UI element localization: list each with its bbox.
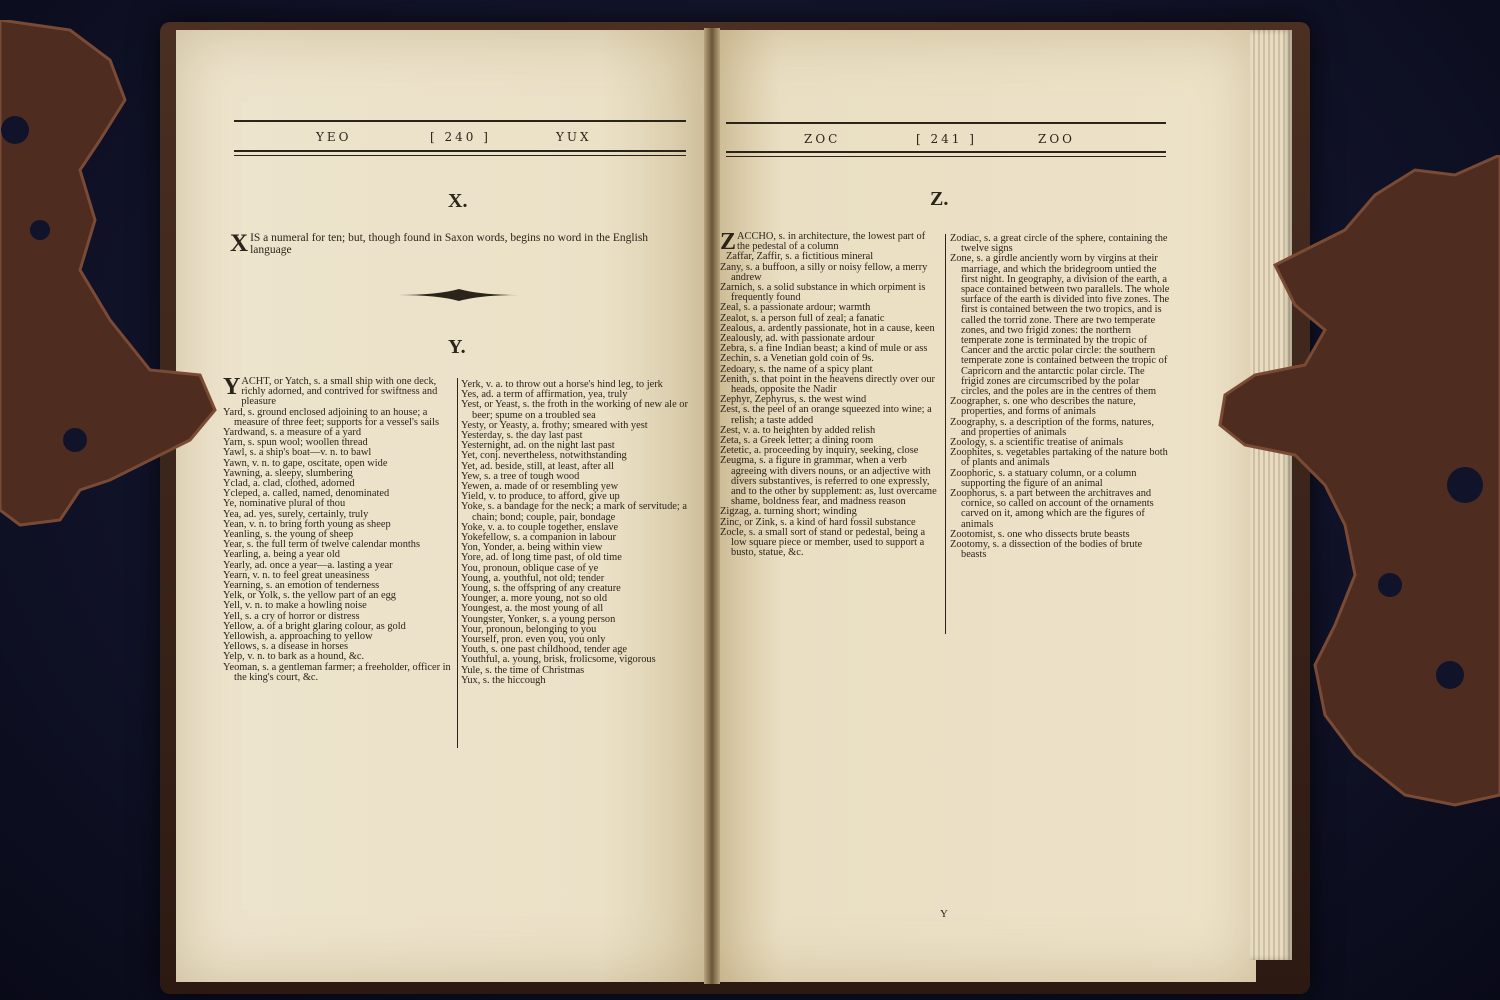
list-item: Yelk, or Yolk, s. the yellow part of an egg: [223, 590, 396, 602]
list-item: Youngster, Yonker, s. a young person: [461, 613, 616, 625]
list-item: Young, a. youthful, not old; tender: [461, 572, 605, 584]
list-item: Yelp, v. n. to bark as a hound, &c.: [223, 651, 365, 663]
list-item: Yoke, s. a bandage for the neck; a mark of servitude; a chain; bond; couple, pair, bondage: [461, 501, 688, 523]
list-item: Zigzag, a. turning short; winding: [720, 506, 857, 518]
header-rule-bottom-right: [726, 151, 1166, 153]
list-item: Zoographer, s. one who describes the nature, properties, and forms of animals: [950, 396, 1136, 418]
list-item: Yew, s. a tree of tough wood: [461, 470, 580, 482]
list-item: Yawl, s. a ship's boat—v. n. to bawl: [223, 447, 372, 459]
running-head-right-right-page: ZOO: [1038, 132, 1076, 146]
list-item: Yeoman, s. a gentleman farmer; a freeholder, officer in the king's court, &c.: [223, 661, 451, 683]
list-item: Ycleped, a. called, named, denominated: [223, 488, 390, 500]
page-number-right: [ 241 ]: [916, 132, 977, 146]
entry-text: ACHT, or Yatch, s. a small ship with one deck, richly adorned, and contrived for swiftness and pleasure: [241, 376, 438, 408]
list-item: Zeal, s. a passionate ardour; warmth: [720, 302, 871, 314]
list-item: Zoophoric, s. a statuary column, or a column supporting the figure of an animal: [950, 467, 1137, 489]
entry-text: ACCHO, s. in architecture, the lowest part of the pedestal of a column: [737, 231, 926, 253]
list-item: Zetetic, a. proceeding by inquiry, seeking, close: [720, 445, 919, 457]
list-item: Zoology, s. a scientific treatise of animals: [950, 437, 1124, 449]
list-item: Zephyr, Zephyrus, s. the west wind: [720, 394, 867, 406]
list-item: Yarn, s. spun wool; woollen thread: [223, 437, 368, 449]
list-item: Youth, s. one past childhood, tender age: [461, 644, 628, 656]
list-item: Zeugma, s. a figure in grammar, when a verb agreeing with divers nouns, or an adjective with divers substantives, is referred to one expressly, and to the other by supplement: as, lust overcame shame, boldness fear, and madness reason: [720, 455, 937, 508]
header-rule-bottom-thin-right: [726, 156, 1166, 157]
list-item: Yard, s. ground enclosed adjoining to an house; a measure of three feet; supports for a vessel's sails: [223, 406, 440, 428]
list-item: Zinc, or Zink, s. a kind of hard fossil substance: [720, 516, 916, 528]
header-rule-top-right: [726, 122, 1166, 124]
list-item: Zoography, s. a description of the forms, natures, and properties of animals: [950, 416, 1154, 438]
list-item: Zoophorus, s. a part between the architraves and cornice, so called on account of the ornaments carved on it, among which are the figures of animals: [950, 488, 1154, 530]
list-item: Zechin, s. a Venetian gold coin of 9s.: [720, 353, 874, 365]
list-item: Year, s. the full term of twelve calendar months: [223, 539, 421, 551]
list-item: Zarnich, s. a solid substance in which orpiment is frequently found: [720, 282, 926, 304]
running-head-left-right-page: ZOC: [804, 132, 841, 146]
list-item: Yoke, v. a. to couple together, enslave: [461, 521, 619, 533]
left-page-clip: [0, 20, 220, 530]
list-item: [720, 229, 940, 255]
list-item: Zone, s. a girdle anciently worn by virgins at their marriage, and which the bridegroom untied the first night. In geography, a division of the earth, a space contained between two parallels. The whole surface of the earth is divided into five zones. The first is contained between the two tropics, and is called the torrid zone. There are two temperate zones, and two frigid zones: the northern temperate zone is terminated by the tropic of Cancer and the arctic polar circle: the southern temperate zone is contained between the tropic of Capricorn and the antarctic polar circle. The frigid zones are circumscribed by the polar circles, and the poles are in the centres of them: [950, 253, 1170, 398]
list-item: Yardwand, s. a measure of a yard: [223, 427, 362, 439]
drop-cap-y: Y: [223, 374, 241, 400]
list-item: Zootomist, s. one who dissects brute beasts: [950, 528, 1130, 540]
list-item: Yea, ad. yes, surely, certainly, truly: [223, 508, 369, 520]
book-gutter: [704, 28, 720, 984]
list-item: Yokefellow, s. a companion in labour: [461, 532, 616, 544]
list-item: Ye, nominative plural of thou: [223, 498, 346, 510]
right-page-clip: [1215, 155, 1500, 815]
section-x-text: [230, 230, 680, 257]
list-item: Yell, v. n. to make a howling noise: [223, 600, 367, 612]
list-item: Yawn, v. n. to gape, oscitate, open wide: [223, 457, 388, 469]
list-item: Youthful, a. young, brisk, frolicsome, vigorous: [461, 654, 656, 666]
list-item: Yeanling, s. the young of sheep: [223, 529, 354, 541]
list-item: Yellow, a. of a bright glaring colour, as gold: [223, 620, 406, 632]
list-item: Your, pronoun, belonging to you: [461, 623, 597, 635]
list-item: Yet, conj. nevertheless, notwithstanding: [461, 450, 627, 462]
section-heading-y: Y.: [448, 336, 466, 358]
section-heading-z: Z.: [930, 188, 949, 210]
left-column-2: [461, 380, 689, 686]
list-item: Zest, s. the peel of an orange squeezed into wine; a relish; a taste added: [720, 404, 932, 426]
list-item: Zebra, s. a fine Indian beast; a kind of mule or ass: [720, 343, 928, 355]
list-item: Yearly, ad. once a year—a. lasting a year: [223, 559, 393, 571]
list-item: Yule, s. the time of Christmas: [461, 664, 585, 676]
list-item: Yes, ad. a term of affirmation, yea, truly: [461, 389, 628, 401]
list-item: Zealot, s. a person full of zeal; a fanatic: [720, 312, 885, 324]
list-item: Yean, v. n. to bring forth young as sheep: [223, 518, 391, 530]
list-item: Zaffar, Zaffir, s. a fictitious mineral: [726, 251, 874, 263]
list-item: Yon, Yonder, a. being within view: [461, 542, 603, 554]
drop-cap-x: X: [230, 230, 249, 257]
list-item: Yux, s. the hiccough: [461, 674, 546, 686]
list-item: Zoophites, s. vegetables partaking of the nature both of plants and animals: [950, 447, 1168, 469]
column-rule-left-page: [457, 378, 458, 748]
list-item: Yearling, a. being a year old: [223, 549, 340, 561]
list-item: Yore, ad. of long time past, of old time: [461, 552, 622, 564]
list-item: Yesternight, ad. on the night last past: [461, 440, 615, 452]
header-rule-bottom: [234, 150, 686, 152]
list-item: Younger, a. more young, not so old: [461, 593, 608, 605]
running-head-right: YUX: [556, 130, 592, 144]
list-item: Yield, v. to produce, to afford, give up: [461, 491, 620, 503]
list-item: Yellowish, a. approaching to yellow: [223, 631, 373, 643]
left-column-1: [223, 374, 453, 683]
list-item: Yet, ad. beside, still, at least, after all: [461, 460, 615, 472]
section-x-body: IS a numeral for ten; but, though found in Saxon words, begins no word in the English language: [250, 232, 649, 256]
list-item: Yell, s. a cry of horror or distress: [223, 610, 360, 622]
list-item: Yawning, a. sleepy, slumbering: [223, 467, 353, 479]
signature-mark: Y: [940, 908, 948, 920]
right-column-1: [720, 229, 940, 559]
list-item: Zenith, s. that point in the heavens directly over our heads, opposite the Nadir: [720, 373, 935, 396]
list-item: Youngest, a. the most young of all: [461, 603, 604, 615]
list-item: Yerk, v. a. to throw out a horse's hind leg, to jerk: [461, 379, 663, 390]
right-column-2: [950, 234, 1170, 561]
list-item: Zeta, s. a Greek letter; a dining room: [720, 435, 874, 447]
list-item: Yesty, or Yeasty, a. frothy; smeared with yest: [461, 419, 648, 431]
list-item: Yesterday, s. the day last past: [461, 430, 583, 442]
column-rule-right-page: [945, 234, 946, 634]
list-item: Zedoary, s. the name of a spicy plant: [720, 363, 873, 375]
list-item: Yclad, a. clad, clothed, adorned: [223, 478, 355, 490]
list-item: Yourself, pron. even you, you only: [461, 634, 606, 646]
list-item: Yearning, s. an emotion of tenderness: [223, 580, 380, 592]
list-item: Young, s. the offspring of any creature: [461, 583, 621, 595]
list-item: Zodiac, s. a great circle of the sphere, containing the twelve signs: [950, 233, 1168, 255]
drop-cap-z: Z: [720, 229, 737, 255]
page-number-left: [ 240 ]: [430, 130, 491, 144]
list-item: Yellows, s. a disease in horses: [223, 641, 349, 653]
list-item: Zest, v. a. to heighten by added relish: [720, 424, 876, 436]
ornament-divider: [398, 288, 520, 302]
list-item: [223, 374, 453, 408]
list-item: Zany, s. a buffoon, a silly or noisy fellow, a merry andrew: [720, 261, 928, 283]
list-item: Zocle, s. a small sort of stand or pedestal, being a low square piece or member, used to support a busto, statue, &c.: [720, 526, 926, 559]
header-rule-top: [234, 120, 686, 122]
list-item: Zootomy, s. a dissection of the bodies of brute beasts: [950, 539, 1143, 561]
list-item: You, pronoun, oblique case of ye: [461, 562, 599, 574]
header-rule-bottom-thin: [234, 155, 686, 156]
list-item: Zealously, ad. with passionate ardour: [720, 333, 875, 345]
running-head-left: YEO: [316, 130, 352, 144]
list-item: Yest, or Yeast, s. the froth in the working of new ale or beer; spume on a troubled sea: [461, 399, 688, 421]
list-item: Yearn, v. n. to feel great uneasiness: [223, 569, 370, 581]
list-item: Yewen, a. made of or resembling yew: [461, 481, 619, 493]
list-item: Zealous, a. ardently passionate, hot in a cause, keen: [720, 322, 935, 334]
section-heading-x: X.: [448, 190, 468, 212]
